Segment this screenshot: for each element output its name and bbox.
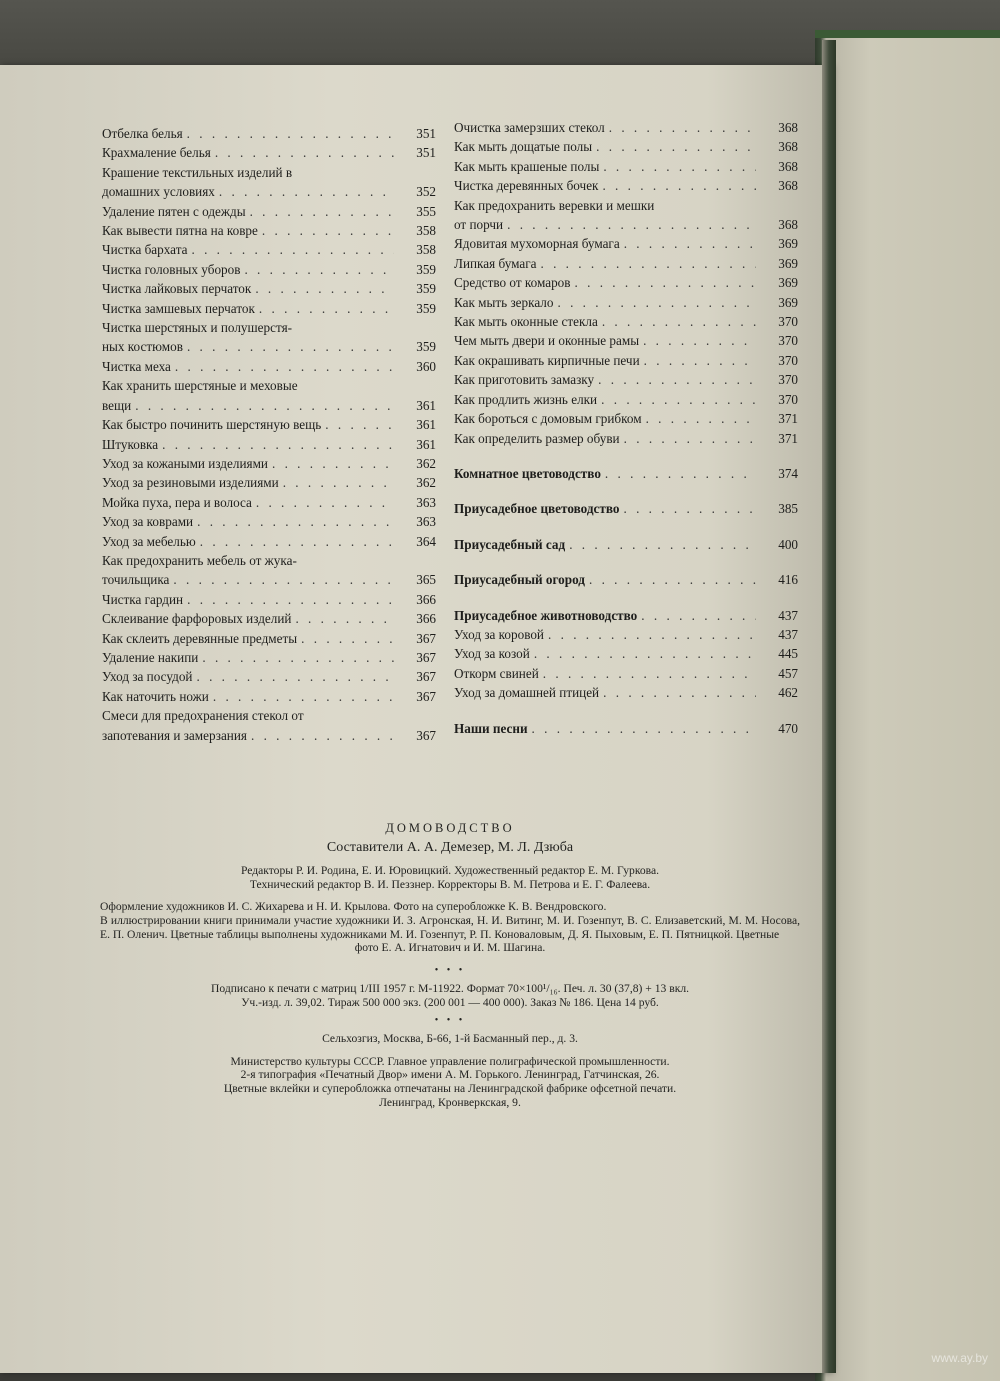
book-spine-gutter bbox=[822, 40, 836, 1373]
toc-leader-dots bbox=[262, 221, 394, 240]
toc-entry bbox=[454, 570, 798, 589]
toc-entry-page-number: 358 bbox=[416, 223, 436, 239]
toc-leader-dots bbox=[603, 157, 756, 176]
toc-entry-title: Чем мыть двери и оконные рамы bbox=[454, 333, 640, 349]
toc-entry-page-number: 365 bbox=[416, 572, 436, 588]
toc-entry bbox=[102, 143, 436, 162]
toc-entry-page-number: 351 bbox=[416, 145, 436, 161]
toc-entry-page-number: 370 bbox=[778, 372, 798, 388]
toc-entry bbox=[102, 648, 436, 667]
toc-entry-title: Как склеить деревянные предметы bbox=[102, 630, 298, 646]
design-line-1: Оформление художников И. С. Жихарева и Н. И. Крылова. Фото на суперобложке К. В. Вендровского. bbox=[100, 900, 607, 914]
toc-entry-title: Чистка гардин bbox=[102, 591, 184, 607]
toc-entry-page-number: 368 bbox=[778, 217, 798, 233]
toc-entry-page-number: 367 bbox=[416, 649, 436, 665]
toc-entry bbox=[454, 273, 798, 292]
toc-entry-page-number: 363 bbox=[416, 514, 436, 530]
toc-gap bbox=[454, 519, 798, 535]
toc-entry-title: Уход за домашней птицей bbox=[454, 685, 600, 701]
separator-2: • • • bbox=[434, 1014, 466, 1026]
toc-entry bbox=[454, 606, 798, 625]
toc-leader-dots bbox=[605, 464, 756, 483]
toc-entry bbox=[102, 454, 436, 473]
toc-leader-dots bbox=[602, 176, 756, 195]
toc-entry-page-number: 362 bbox=[416, 455, 436, 471]
toc-entry-title: Удаление пятен с одежды bbox=[102, 203, 246, 219]
toc-gap bbox=[454, 554, 798, 570]
toc-leader-dots bbox=[646, 409, 756, 428]
toc-entry-page-number: 462 bbox=[778, 685, 798, 701]
design-line-3: фото Е. А. Игнатович и И. М. Шагина. bbox=[354, 941, 546, 955]
toc-leader-dots bbox=[200, 532, 394, 551]
toc-entry-page-number: 359 bbox=[416, 339, 436, 355]
toc-leader-dots bbox=[213, 687, 394, 706]
toc-entry-page-number: 371 bbox=[778, 411, 798, 427]
toc-entry-page-number: 445 bbox=[778, 646, 798, 662]
toc-entry-page-number: 355 bbox=[416, 203, 436, 219]
toc-leader-dots bbox=[507, 215, 756, 234]
toc-entry bbox=[454, 625, 798, 644]
toc-leader-dots bbox=[534, 644, 756, 663]
toc-entry bbox=[454, 429, 798, 448]
toc-leader-dots bbox=[191, 240, 394, 259]
toc-leader-dots bbox=[259, 299, 394, 318]
toc-entry-title: Чистка лайковых перчаток bbox=[102, 281, 252, 297]
toc-entry-page-number: 361 bbox=[416, 417, 436, 433]
toc-entry-title: Чистка деревянных бочек bbox=[454, 178, 599, 194]
toc-entry bbox=[102, 706, 436, 745]
toc-entry-page-number: 366 bbox=[416, 611, 436, 627]
toc-entry-title: Мойка пуха, пера и волоса bbox=[102, 494, 252, 510]
book-cover-edge bbox=[815, 30, 1000, 1381]
toc-entry-page-number: 367 bbox=[416, 688, 436, 704]
toc-entry-page-number: 370 bbox=[778, 314, 798, 330]
ministry-line-1: Министерство культуры СССР. Главное управление полиграфической промышленности. bbox=[230, 1054, 670, 1068]
toc-entry bbox=[102, 667, 436, 686]
toc-entry-title: домашних условиях bbox=[102, 184, 215, 200]
toc-entry-page-number: 352 bbox=[416, 184, 436, 200]
toc-entry bbox=[454, 409, 798, 428]
toc-entry-title: Откорм свиней bbox=[454, 665, 539, 681]
toc-entry bbox=[454, 254, 798, 273]
print-info-1: Подписано к печати с матриц 1/III 1957 г. М-11922. Формат 70×100¹/₁₆. Печ. л. 30 (37,8) + 13 вкл. bbox=[210, 982, 690, 996]
toc-leader-dots bbox=[283, 473, 394, 492]
toc-gap bbox=[454, 703, 798, 719]
toc-entry-title: Как приготовить замазку bbox=[454, 372, 595, 388]
toc-entry-title: Как мыть оконные стекла bbox=[454, 314, 598, 330]
toc-entry-title: от порчи bbox=[454, 217, 504, 233]
toc-entry-page-number: 437 bbox=[778, 607, 798, 623]
toc-leader-dots bbox=[643, 331, 756, 350]
toc-entry-page-number: 367 bbox=[416, 669, 436, 685]
toc-entry-page-number: 368 bbox=[778, 120, 798, 135]
toc-leader-dots bbox=[624, 234, 756, 253]
toc-leader-dots bbox=[301, 629, 394, 648]
toc-entry bbox=[102, 687, 436, 706]
toc-entry-page-number: 370 bbox=[778, 333, 798, 349]
toc-entry-title: Приусадебный огород bbox=[454, 572, 585, 588]
toc-leader-dots bbox=[540, 254, 756, 273]
toc-leader-dots bbox=[557, 293, 756, 312]
toc-leader-dots bbox=[602, 312, 756, 331]
toc-leader-dots bbox=[532, 719, 756, 738]
toc-entry bbox=[454, 234, 798, 253]
toc-entry-page-number: 370 bbox=[778, 352, 798, 368]
toc-entry bbox=[454, 664, 798, 683]
toc-entry-title-line1: Как предохранить мебель от жука- bbox=[102, 552, 297, 568]
toc-entry-title: Приусадебное цветоводство bbox=[454, 501, 620, 517]
toc-entry-page-number: 400 bbox=[778, 536, 798, 552]
watermark: www.ay.by bbox=[931, 1351, 988, 1365]
toc-entry bbox=[454, 118, 798, 137]
toc-entry bbox=[102, 629, 436, 648]
toc-leader-dots bbox=[256, 493, 394, 512]
toc-entry-title: Очистка замерзших стекол bbox=[454, 120, 605, 135]
toc-entry bbox=[102, 124, 436, 143]
toc-entry-title: Как определить размер обуви bbox=[454, 430, 620, 446]
toc-leader-dots bbox=[569, 535, 756, 554]
editors-line-1: Редакторы Р. И. Родина, Е. И. Юровицкий. Художественный редактор Е. М. Гуркова. bbox=[240, 864, 660, 878]
toc-leader-dots bbox=[543, 664, 756, 683]
toc-entry-page-number: 369 bbox=[778, 255, 798, 271]
toc-entry-title: Как окрашивать кирпичные печи bbox=[454, 352, 640, 368]
toc-leader-dots bbox=[575, 273, 756, 292]
toc-entry-page-number: 470 bbox=[778, 720, 798, 736]
toc-entry bbox=[454, 499, 798, 518]
toc-entry-title: Как быстро починить шерстяную вещь bbox=[102, 417, 322, 433]
toc-entry-page-number: 362 bbox=[416, 475, 436, 491]
toc-entry bbox=[102, 318, 436, 357]
toc-entry-title: Уход за коврами bbox=[102, 514, 194, 530]
toc-entry-page-number: 368 bbox=[778, 178, 798, 194]
toc-entry bbox=[102, 551, 436, 590]
toc-entry bbox=[454, 370, 798, 389]
ministry-line-3: Цветные вклейки и суперобложка отпечатаны на Ленинградской фабрике офсетной печати. bbox=[223, 1081, 677, 1095]
toc-entry bbox=[102, 512, 436, 531]
toc-entry-title: Чистка головных уборов bbox=[102, 261, 241, 277]
toc-entry-page-number: 374 bbox=[778, 465, 798, 481]
toc-entry bbox=[454, 464, 798, 483]
toc-entry bbox=[102, 260, 436, 279]
toc-leader-dots bbox=[173, 570, 394, 589]
toc-entry-title: Уход за кожаными изделиями bbox=[102, 455, 268, 471]
toc-entry-title: Средство от комаров bbox=[454, 275, 571, 291]
toc-leader-dots bbox=[272, 454, 394, 473]
toc-entry bbox=[102, 376, 436, 415]
toc-leader-dots bbox=[644, 351, 756, 370]
toc-entry-title: запотевания и замерзания bbox=[102, 727, 247, 743]
toc-entry bbox=[454, 351, 798, 370]
toc-leader-dots bbox=[624, 429, 756, 448]
toc-entry-title: Как мыть дощатые полы bbox=[454, 139, 593, 155]
toc-entry-page-number: 358 bbox=[416, 242, 436, 258]
toc-entry-title: Приусадебное животноводство bbox=[454, 607, 638, 623]
toc-entry-page-number: 437 bbox=[778, 626, 798, 642]
toc-entry-page-number: 385 bbox=[778, 501, 798, 517]
toc-entry-title-line1: Крашение текстильных изделий в bbox=[102, 164, 293, 180]
toc-entry-title: Чистка замшевых перчаток bbox=[102, 300, 255, 316]
toc-leader-dots bbox=[589, 570, 756, 589]
toc-entry-title: Как продлить жизнь елки bbox=[454, 391, 598, 407]
toc-entry bbox=[102, 240, 436, 259]
toc-entry-title: Как наточить ножи bbox=[102, 688, 209, 704]
toc-leader-dots bbox=[162, 435, 394, 454]
toc-leader-dots bbox=[197, 512, 394, 531]
toc-entry bbox=[102, 493, 436, 512]
toc-leader-dots bbox=[609, 118, 756, 137]
publisher-line: Сельхозгиз, Москва, Б-66, 1-й Басманный пер., д. 3. bbox=[322, 1032, 578, 1046]
toc-entry-title: Как вывести пятна на ковре bbox=[102, 223, 258, 239]
ministry-line-2: 2-я типография «Печатный Двор» имени А. М. Горького. Ленинград, Гатчинская, 26. bbox=[240, 1068, 660, 1082]
toc-leader-dots bbox=[603, 683, 756, 702]
compilers-line: Составители А. А. Демезер, М. Л. Дзюба bbox=[326, 839, 574, 855]
toc-leader-dots bbox=[548, 625, 756, 644]
toc-leader-dots bbox=[187, 124, 394, 143]
toc-entry bbox=[102, 202, 436, 221]
toc-entry-title: Уход за козой bbox=[454, 646, 530, 662]
toc-gap bbox=[454, 448, 798, 464]
toc-leader-dots bbox=[251, 726, 394, 745]
toc-entry-page-number: 370 bbox=[778, 391, 798, 407]
toc-entry-page-number: 364 bbox=[416, 533, 436, 549]
toc-entry-page-number: 359 bbox=[416, 300, 436, 316]
toc-entry-title: Как мыть крашеные полы bbox=[454, 158, 600, 174]
toc-entry-page-number: 371 bbox=[778, 430, 798, 446]
toc-leader-dots bbox=[187, 337, 394, 356]
toc-entry bbox=[102, 357, 436, 376]
toc-entry-page-number: 359 bbox=[416, 261, 436, 277]
toc-entry bbox=[454, 719, 798, 738]
toc-entry bbox=[102, 435, 436, 454]
toc-leader-dots bbox=[250, 202, 394, 221]
toc-entry-page-number: 369 bbox=[778, 236, 798, 252]
toc-entry bbox=[454, 137, 798, 156]
toc-entry bbox=[102, 221, 436, 240]
toc-entry-title: Штуковка bbox=[102, 436, 159, 452]
toc-entry bbox=[102, 163, 436, 202]
toc-leader-dots bbox=[219, 182, 394, 201]
toc-entry-title: Наши песни bbox=[454, 720, 528, 736]
toc-entry-title-line1: Смеси для предохранения стекол от bbox=[102, 708, 304, 724]
toc-entry-page-number: 360 bbox=[416, 358, 436, 374]
toc-leader-dots bbox=[187, 590, 394, 609]
toc-entry-title: Комнатное цветоводство bbox=[454, 465, 601, 481]
toc-gap bbox=[454, 590, 798, 606]
toc-leader-dots bbox=[623, 499, 756, 518]
toc-entry bbox=[454, 293, 798, 312]
toc-entry-title: Отбелка белья bbox=[102, 126, 183, 141]
toc-entry-page-number: 457 bbox=[778, 665, 798, 681]
toc-entry-title: Ядовитая мухоморная бумага bbox=[454, 236, 620, 252]
separator-1: • • • bbox=[434, 964, 466, 976]
toc-leader-dots bbox=[596, 137, 756, 156]
toc-entry-page-number: 361 bbox=[416, 397, 436, 413]
toc-entry-page-number: 366 bbox=[416, 591, 436, 607]
toc-entry bbox=[102, 299, 436, 318]
toc-entry-page-number: 367 bbox=[416, 727, 436, 743]
design-line-2: В иллюстрировании книги принимали участие художники И. З. Агронская, Н. И. Витинг, М. И. Гозенпут, В. С. Елизаветский, М. М. Носова, Е. П. Оленич. Цветные таблицы выполнены художниками М. И. Гозенпут, Р. П. Коноваловым, Д. Я. Пыховым, Е. П. Пятницкой. Цветные bbox=[100, 913, 800, 941]
toc-entry-page-number: 367 bbox=[416, 630, 436, 646]
toc-entry bbox=[454, 390, 798, 409]
toc-entry bbox=[102, 590, 436, 609]
book-title: ДОМОВОДСТВО bbox=[385, 821, 515, 835]
toc-entry-title: вещи bbox=[102, 397, 132, 413]
toc-entry-title: Удаление накипи bbox=[102, 649, 199, 665]
toc-entry-title: Уход за посудой bbox=[102, 669, 193, 685]
toc-entry-page-number: 359 bbox=[416, 281, 436, 297]
toc-entry bbox=[454, 196, 798, 235]
toc-leader-dots bbox=[601, 390, 756, 409]
toc-leader-dots bbox=[641, 606, 756, 625]
toc-entry-title: Как бороться с домовым грибком bbox=[454, 411, 642, 427]
toc-leader-dots bbox=[202, 648, 394, 667]
toc-entry-title-line1: Чистка шерстяных и полушерстя- bbox=[102, 320, 293, 336]
toc-entry-title: Уход за коровой bbox=[454, 626, 544, 642]
toc-entry-title: Как мыть зеркало bbox=[454, 294, 554, 310]
print-info-2: Уч.-изд. л. 39,02. Тираж 500 000 экз. (200 001 — 400 000). Заказ № 186. Цена 14 руб. bbox=[241, 995, 659, 1009]
toc-leader-dots bbox=[196, 667, 394, 686]
toc-entry-page-number: 361 bbox=[416, 436, 436, 452]
toc-entry-page-number: 368 bbox=[778, 158, 798, 174]
toc-entry-title: ных костюмов bbox=[102, 339, 183, 355]
imprint-block bbox=[100, 822, 800, 1109]
ministry-line-4: Ленинград, Кронверкская, 9. bbox=[379, 1095, 521, 1109]
toc-entry bbox=[102, 532, 436, 551]
toc-entry-page-number: 351 bbox=[416, 126, 436, 141]
toc-leader-dots bbox=[325, 415, 394, 434]
toc-entry-page-number: 416 bbox=[778, 572, 798, 588]
toc-entry-title: Склеивание фарфоровых изделий bbox=[102, 611, 292, 627]
toc-entry-title-line1: Как хранить шерстяные и меховые bbox=[102, 378, 298, 394]
toc-entry bbox=[454, 176, 798, 195]
toc-entry-title: Липкая бумага bbox=[454, 255, 537, 271]
toc-gap bbox=[454, 483, 798, 499]
toc-entry bbox=[102, 279, 436, 298]
toc-entry-title: Чистка меха bbox=[102, 358, 171, 374]
toc-entry-page-number: 363 bbox=[416, 494, 436, 510]
toc-entry bbox=[102, 473, 436, 492]
toc-entry-title-line1: Как предохранить веревки и мешки bbox=[454, 197, 655, 213]
editors-line-2: Технический редактор В. И. Пеззнер. Корректоры В. М. Петрова и Е. Г. Фалеева. bbox=[249, 877, 651, 891]
toc-entry-page-number: 368 bbox=[778, 139, 798, 155]
toc-right-column bbox=[454, 118, 798, 738]
toc-entry-title: Крахмаление белья bbox=[102, 145, 211, 161]
toc-entry-title: Уход за резиновыми изделиями bbox=[102, 475, 279, 491]
toc-entry-page-number: 369 bbox=[778, 275, 798, 291]
toc-entry bbox=[454, 331, 798, 350]
toc-leader-dots bbox=[135, 396, 394, 415]
toc-leader-dots bbox=[244, 260, 394, 279]
toc-entry bbox=[102, 415, 436, 434]
toc-entry-title: Приусадебный сад bbox=[454, 536, 566, 552]
toc-entry bbox=[454, 157, 798, 176]
toc-entry-title: точильщика bbox=[102, 572, 170, 588]
toc-leader-dots bbox=[255, 279, 394, 298]
toc-entry-title: Чистка бархата bbox=[102, 242, 188, 258]
toc-leader-dots bbox=[215, 143, 394, 162]
toc-entry bbox=[102, 609, 436, 628]
toc-entry-page-number: 369 bbox=[778, 294, 798, 310]
toc-leader-dots bbox=[175, 357, 394, 376]
toc-entry bbox=[454, 644, 798, 663]
toc-left-column bbox=[102, 124, 436, 745]
toc-leader-dots bbox=[295, 609, 394, 628]
toc-entry-title: Уход за мебелью bbox=[102, 533, 196, 549]
toc-entry bbox=[454, 535, 798, 554]
toc-leader-dots bbox=[598, 370, 756, 389]
toc-entry bbox=[454, 312, 798, 331]
toc-entry bbox=[454, 683, 798, 702]
